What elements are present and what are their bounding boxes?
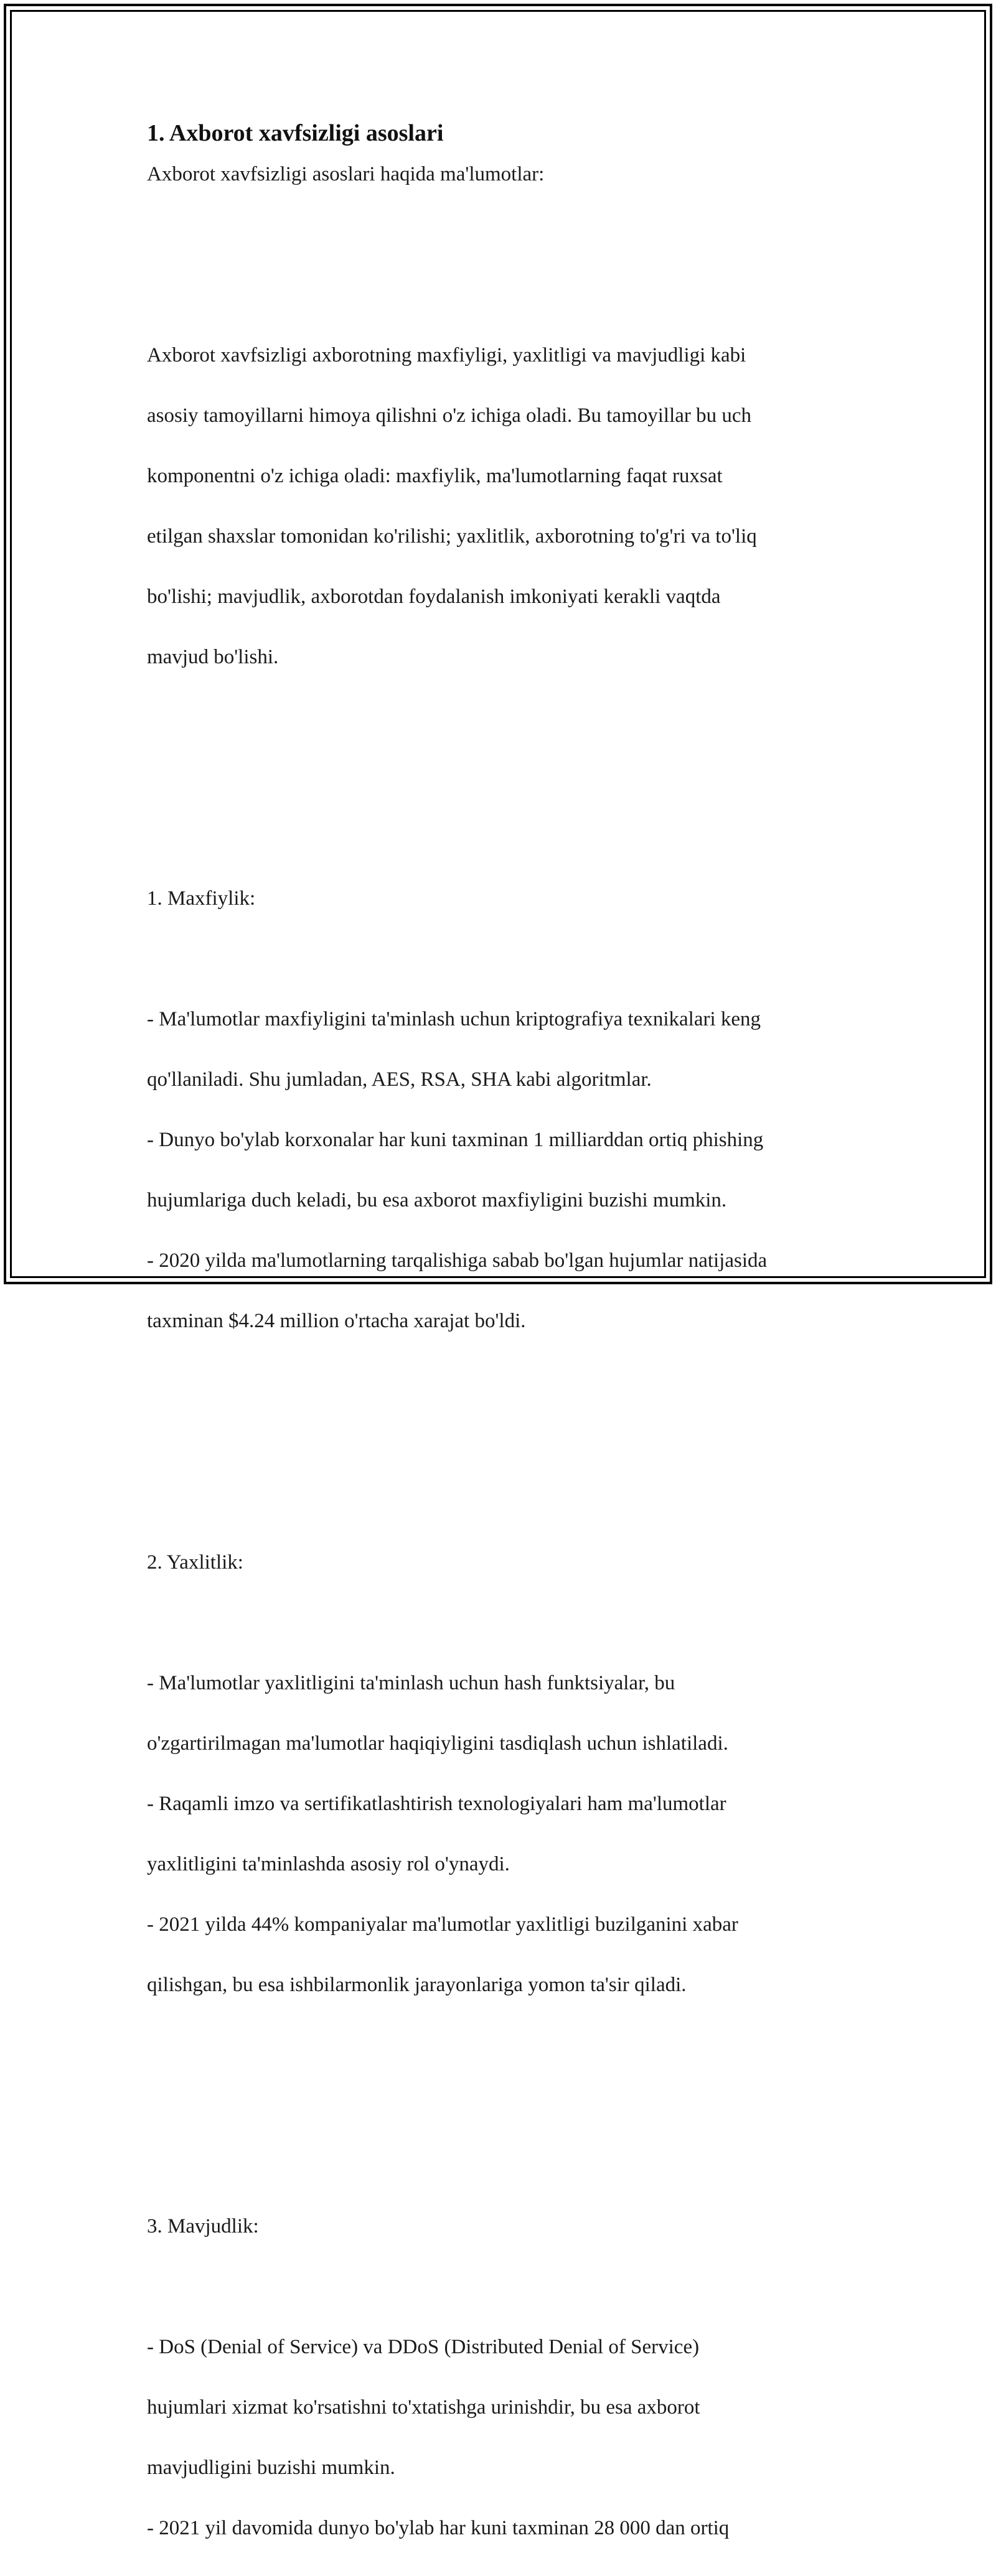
section-line: hujumlari xizmat ko'rsatishni to'xtatishga urinishdir, bu esa axborot	[147, 2396, 700, 2419]
section-line: - Ma'lumotlar yaxlitligini ta'minlash uchun hash funktsiyalar, bu	[147, 1671, 675, 1694]
section-yaxlitlik	[147, 1517, 857, 2030]
spacer	[147, 1608, 857, 1638]
section-mavjudlik	[147, 2181, 857, 2574]
paragraph-line: mavjud bo'lishi.	[147, 645, 279, 668]
section-line: - 2021 yil davomida dunyo bo'ylab har kuni taxminan 28 000 dan ortiq	[147, 2516, 730, 2539]
spacer	[147, 2091, 857, 2121]
section-heading: 3. Mavjudlik:	[147, 2214, 259, 2238]
paragraph-line: bo'lishi; mavjudlik, axborotdan foydalanish imkoniyati kerakli vaqtda	[147, 585, 721, 608]
section-heading: 2. Yaxlitlik:	[147, 1551, 243, 1574]
spacer	[147, 220, 857, 250]
document-page	[147, 116, 857, 2576]
section-line: o'zgartirilmagan ma'lumotlar haqiqiyligini tasdiqlash uchun ishlatiladi.	[147, 1732, 728, 1755]
section-line: - 2020 yilda ma'lumotlarning tarqalishiga sabab bo'lgan hujumlar natijasida	[147, 1249, 768, 1272]
section-line: - Dunyo bo'ylab korxonalar har kuni taxminan 1 milliarddan ortiq phishing	[147, 1128, 764, 1151]
spacer	[147, 2272, 857, 2302]
paragraph-line: etilgan shaxslar tomonidan ko'rilishi; yaxlitlik, axborotning to'g'ri va to'liq	[147, 525, 757, 548]
section-line: yaxlitligini ta'minlashda asosiy rol o'ynaydi.	[147, 1852, 510, 1875]
section-line: qo'llaniladi. Shu jumladan, AES, RSA, SHA kabi algoritmlar.	[147, 1068, 652, 1091]
section-line: qilishgan, bu esa ishbilarmonlik jarayonlariga yomon ta'sir qiladi.	[147, 1973, 687, 1996]
paragraph-line: komponentni o'z ichiga oladi: maxfiylik, ma'lumotlarning faqat ruxsat	[147, 464, 723, 487]
section-line: - Raqamli imzo va sertifikatlashtirish texnologiyalari ham ma'lumotlar	[147, 1792, 726, 1815]
section-line: mavjudligini buzishi mumkin.	[147, 2456, 395, 2479]
section-line: - 2021 yilda 44% kompaniyalar ma'lumotlar yaxlitligi buzilganini xabar	[147, 1913, 738, 1936]
intro-paragraph	[147, 310, 857, 702]
paragraph-line: asosiy tamoyillarni himoya qilishni o'z ichiga oladi. Bu tamoyillar bu uch	[147, 404, 752, 427]
section-line: taxminan $4.24 million o'rtacha xarajat bo'ldi.	[147, 1309, 526, 1332]
spacer	[147, 1427, 857, 1457]
intro-text: Axborot xavfsizligi asoslari haqida ma'lumotlar:	[147, 163, 545, 185]
document-title: 1. Axborot xavfsizligi asoslari	[147, 120, 444, 146]
section-maxfiylik	[147, 853, 857, 1366]
spacer	[147, 944, 857, 974]
paragraph-line: Axborot xavfsizligi axborotning maxfiyligi, yaxlitligi va mavjudligi kabi	[147, 343, 746, 366]
section-line: - DoS (Denial of Service) va DDoS (Distributed Denial of Service)	[147, 2335, 700, 2358]
section-heading: 1. Maxfiylik:	[147, 887, 256, 910]
section-line: hujumlariga duch keladi, bu esa axborot maxfiyligini buzishi mumkin.	[147, 1188, 727, 1211]
spacer	[147, 763, 857, 793]
section-line: - Ma'lumotlar maxfiyligini ta'minlash uchun kriptografiya texnikalari keng	[147, 1007, 761, 1030]
document-body	[147, 189, 857, 2576]
